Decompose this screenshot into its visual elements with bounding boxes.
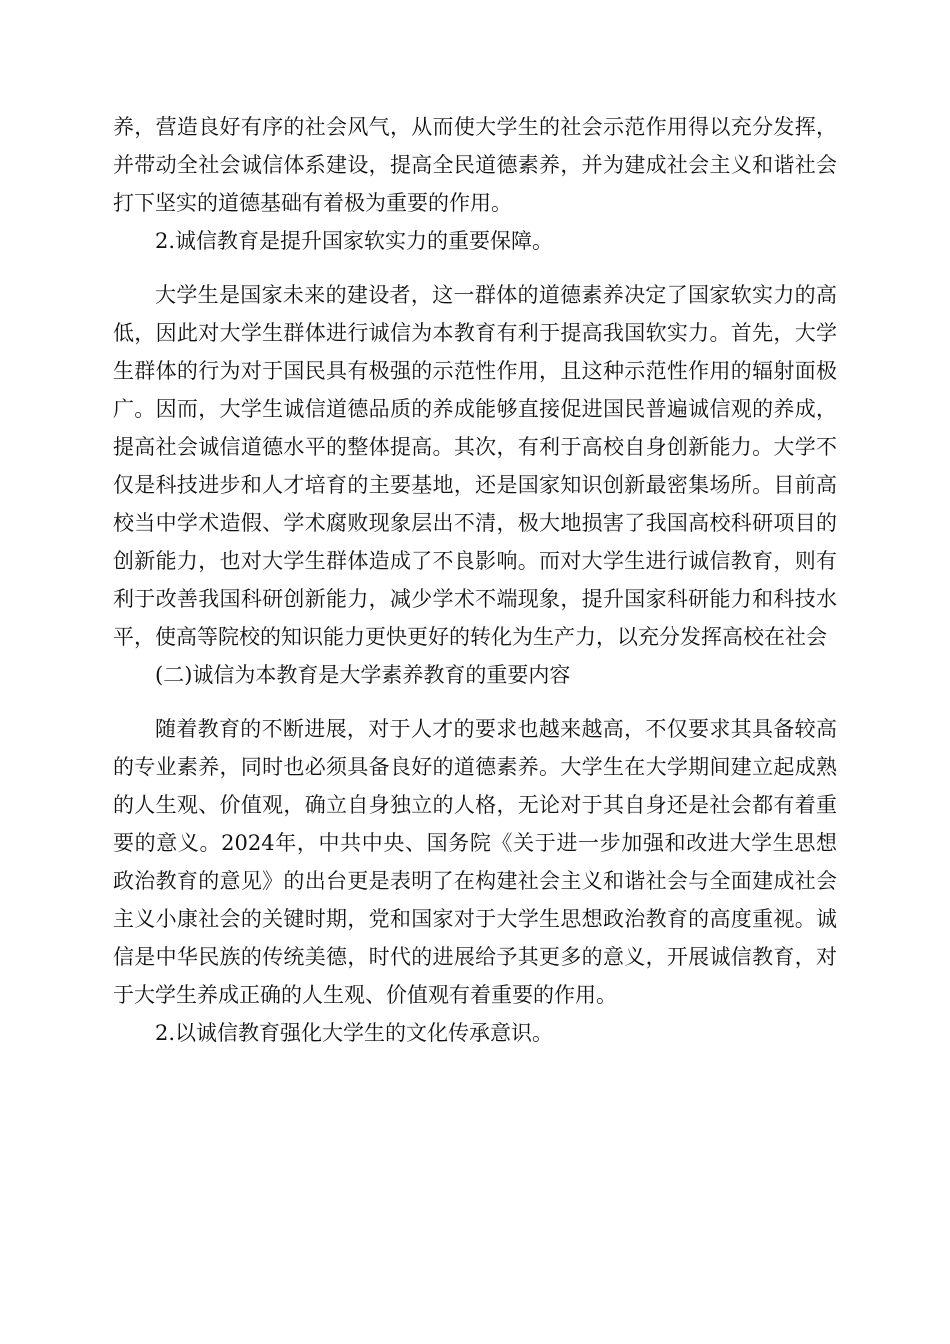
document-body: [113, 108, 837, 1052]
paragraph-soft-power: 大学生是国家未来的建设者，这一群体的道德素养决定了国家软实力的高低，因此对大学生群体进行诚信为本教育有利于提高我国软实力。首先，大学生群体的行为对于国民具有极强的示范性作用，且这种示范性作用的辐射面极广。因而，大学生诚信道德品质的养成能够直接促进国民普遍诚信观的养成，提高社会诚信道德水平的整体提高。其次，有利于高校自身创新能力。大学不仅是科技进步和人才培育的主要基地，还是国家知识创新最密集场所。目前高校当中学术造假、学术腐败现象层出不清，极大地损害了我国高校科研项目的创新能力，也对大学生群体造成了不良影响。而对大学生进行诚信教育，则有利于改善我国科研创新能力，减少学术不端现象，提升国家科研能力和科技水平，使高等院校的知识能力更快更好的转化为生产力，以充分发挥高校在社会: [113, 283, 837, 649]
section-heading-quality-education: (二)诚信为本教育是大学素养教育的重要内容: [155, 663, 571, 687]
paragraph-continuation: 养，营造良好有序的社会风气，从而使大学生的社会示范作用得以充分发挥，并带动全社会诚信体系建设，提高全民道德素养，并为建成社会主义和谐社会打下坚实的道德基础有着极为重要的作用。: [113, 115, 837, 215]
paragraph-quality-education: 随着教育的不断进展，对于人才的要求也越来越高，不仅要求其具备较高的专业素养，同时也必须具备良好的道德素养。大学生在大学期间建立起成熟的人生观、价值观，确立自身独立的人格，无论对于其自身还是社会都有着重要的意义。2024年，中共中央、国务院《关于进一步加强和改进大学生思想政治教育的意见》的出台更是表明了在构建社会主义和谐社会与全面建成社会主义小康社会的关键时期，党和国家对于大学生思想政治教育的高度重视。诚信是中华民族的传统美德，时代的进展给予其更多的意义，开展诚信教育，对于大学生养成正确的人生观、价值观有着重要的作用。: [113, 717, 837, 1007]
section-heading-soft-power: 2.诚信教育是提升国家软实力的重要保障。: [155, 229, 554, 253]
section-heading-cultural-heritage: 2.以诚信教育强化大学生的文化传承意识。: [155, 1021, 554, 1045]
